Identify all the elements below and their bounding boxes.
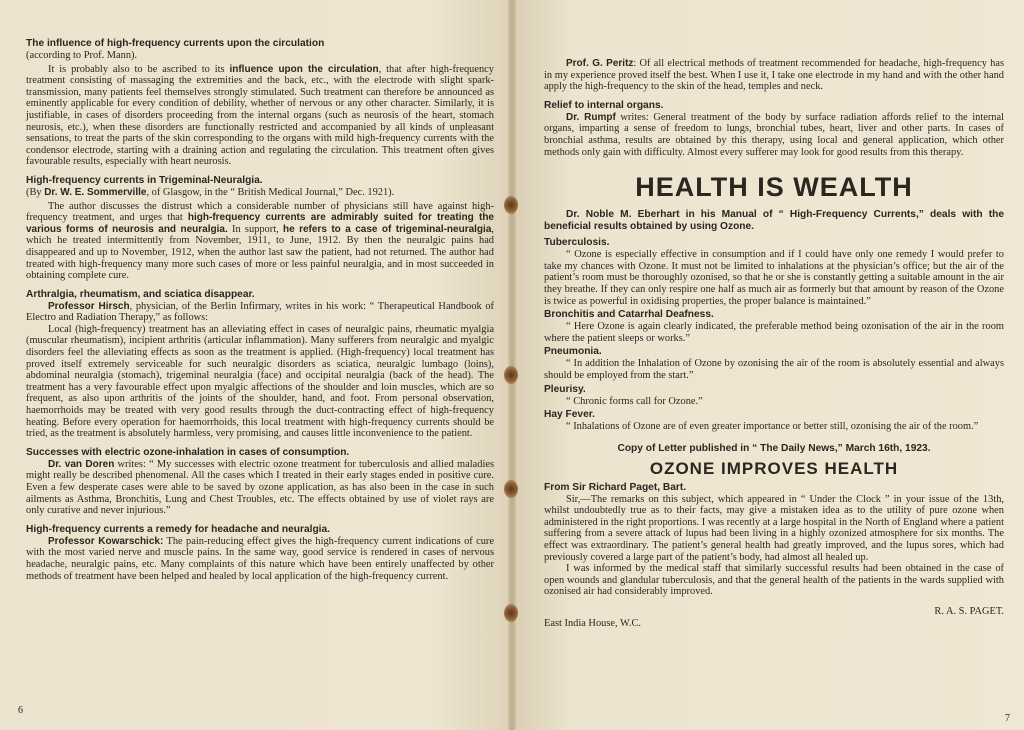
paragraph: “ Here Ozone is again clearly indicated, the preferable method being ozonisation of the air in the room where the patient sleeps or works.” <box>544 321 1004 344</box>
letter-paragraph: I was informed by the medical staff that similarly successful results had been obtained in the case of open wounds and glandular tuberculosis, and that the general health of the patients in the wards supplied with ozonised air had considerably improved. <box>544 563 1004 598</box>
right-page <box>512 0 1024 730</box>
secondary-title: OZONE IMPROVES HEALTH <box>649 458 899 478</box>
address: East India House, W.C. <box>544 618 641 630</box>
section-heading: Arthralgia, rheumatism, and sciatica disappear. <box>26 288 255 300</box>
intro-line: Dr. Noble M. Eberhart in his Manual of “ High-Frequency Currents,” deals with the beneficial results obtained by using Ozone. <box>544 209 1004 233</box>
section-heading: Hay Fever. <box>544 409 595 421</box>
section-heading: Tuberculosis. <box>544 237 610 249</box>
section-heading: Successes with electric ozone-inhalation in cases of consumption. <box>26 446 350 458</box>
signature: R. A. S. PAGET. <box>934 606 1004 618</box>
page-number: 7 <box>1005 713 1010 724</box>
section-heading: High-frequency currents in Trigeminal-Neuralgia. <box>26 174 263 186</box>
from-line: From Sir Richard Paget, Bart. <box>544 481 687 493</box>
signature-block <box>544 606 1004 629</box>
paragraph: Dr. Rumpf writes: General treatment of the body by surface radiation affords relief to the internal organs, imparting a sense of freedom to lungs, bronchial tubes, heart, liver and other parts. In cases of bronchial asthma, results are obtained by this therapy, using local and general application, which other methods only gain with difficulty. Almost every sufferer may look for good results from this therapy. <box>544 111 1004 158</box>
staple-hole <box>504 366 518 384</box>
paragraph: Professor Hirsch, physician, of the Berlin Infirmary, writes in his work: “ Therapeutical Handbook of Electro and Radiation Therapy,” as follows: <box>26 300 494 324</box>
copy-line: Copy of Letter published in “ The Daily News,” March 16th, 1923. <box>617 442 931 454</box>
section-heading: Bronchitis and Catarrhal Deafness. <box>544 309 714 321</box>
page-number: 6 <box>18 705 23 716</box>
staple-hole <box>504 480 518 498</box>
paragraph: It is probably also to be ascribed to its influence upon the circulation, that after high-frequency treatment consisting of massaging the extremities and the back, etc., with the electrode with slight spark-transmission, many patients feel themselves strongly stimulated. Such treatment can therefore be announced as eminently applicable for every condition of debility, whether of nervous or any other character. Similarly, it is justifiable, in cases of disorders proceeding from the internal organs (such as neurosis of the heart, stomach neurosis, etc.), when these disorders are functionally restricted and accompanied by all kinds of unpleasant sensations, to treat the parts of the skin corresponding to the organs with mild high-frequency currents with the condensor electrode, starting with a draining action and regulating the circulation. This treatment often gives favourable results, especially with heart neurosis. <box>26 63 494 168</box>
paragraph: “ Ozone is especially effective in consumption and if I could have only one remedy I would prefer to take my chances with Ozone. It must not be limited to inhalations at the physician’s office; but the air of the patient’s room must be thoroughly ozonised, so that he or she is constantly getting a suitable amount in the air they breathe. If they can only respire one half as much air as formerly but that amount by reason of the Ozone is twice as powerful in oxidising properties, the proper balance is maintained.” <box>544 249 1004 307</box>
staple-hole <box>504 604 518 622</box>
section-heading: Relief to internal organs. <box>544 99 664 111</box>
paragraph: Dr. van Doren writes: “ My successes with electric ozone treatment for tuberculosis and allied maladies might really be described phenomenal. All the cases which I treated in their early stages ended in positive cure. Even a few desperate cases were able to be saved by ozone application, as has also been in the case in such ailments as Asthma, Bronchitis, Lung and Chest Troubles, etc. The effects obtained by use of violet rays are only curative and never injurious.” <box>26 458 494 517</box>
section-subheading: (according to Prof. Mann). <box>26 50 138 61</box>
paragraph: “ Inhalations of Ozone are of even greater importance or better still, ozonising the air of the room.” <box>566 421 979 433</box>
paragraph: The author discusses the distrust which a considerable number of physicians still have against high-frequency treatment, and urges that high-frequency currents are admirably suited for treating the various forms of neurosis and neuralgia. In support, he refers to a case of trigeminal-neuralgia, which he treated intermittently from November, 1911, to June, 1912. By then the neuralgic pains had disappeared and up to November, 1912, when the author last saw the patient, had not returned. The author had treated with high-frequency many more such cases of more or less painful neuralgia, and in most succeeded in obtaining complete cure. <box>26 200 494 282</box>
paragraph: Professor Kowarschick: The pain-reducing effect gives the high-frequency current indications of cure with the most varied nerve and muscle pains. In the same way, good service is rendered in cases of nervous headache, neuralgic pains, etc. Many complaints of this nature which have been entirely unaffected by other methods of treatment have been helped and healed by local application of the high-frequency current. <box>26 535 494 582</box>
section-subheading: (By Dr. W. E. Sommerville, of Glasgow, in the “ British Medical Journal,” Dec. 1921). <box>26 186 395 198</box>
section-heading: Pleurisy. <box>544 383 586 395</box>
paragraph: Local (high-frequency) treatment has an alleviating effect in cases of neuralgic pains, rheumatic myalgia (muscular rheumatism), incipient arthritis (articular inflammation). Many sufferers from neuralgic and myalgic disorders feel the alleviating effects as soon as the treatment is applied. (High-frequency) local treatment has proved itself extremely serviceable for such neuralgic disorders as sciatica, neuralgic lumbago (loins), abdominal neuralgia (stomach), trigeminal neuralgia (face) and occipital neuralgia (back of the head). The treatment has a very favourable effect upon myalgic affections of the shoulder and loin muscles, which are so frequent, as also upon arthritis of the joints of the shoulder, hand, and foot. From personal observation, haemorrhoids may be treated with very good results through the duct-contracting effect of high-frequency heating. Before every operation for haemorrhoids, this local treatment with high-frequency currents should be tried, as the treatment is absolutely harmless, very promising, and causes little inconvenience to the patient. <box>26 323 494 440</box>
section-heading: High-frequency currents a remedy for headache and neuralgia. <box>26 523 331 535</box>
staple-hole <box>504 196 518 214</box>
section-heading: Pneumonia. <box>544 346 602 358</box>
main-title: HEALTH IS WEALTH <box>635 172 913 203</box>
section-heading: The influence of high-frequency currents upon the circulation <box>26 38 325 49</box>
paragraph: “ Chronic forms call for Ozone.” <box>566 395 703 407</box>
letter-paragraph: Sir,—The remarks on this subject, which appeared in “ Under the Clock ” in your issue of the 13th, whilst undoubtedly true as to their facts, may give a mistaken idea as to the utility of pure ozone when administered in the right proportions. I was recently at a large hospital in the North of England where a patient suffering from a severe attack of lupus had been living in a highly ozonized atmosphere for six months. The effect was extraordinary. The patient’s general health had greatly improved, and the lupus sores, which had previously covered a large part of the patient’s body, had almost all healed up. <box>544 493 1004 563</box>
paragraph: Prof. G. Peritz: Of all electrical methods of treatment recommended for headache, high-frequency has in my experience proved itself the best. When I use it, I take one electrode in my hand and with the other hand apply the high-frequency to the skin of the head, temples and neck. <box>544 58 1005 93</box>
paragraph: “ In addition the Inhalation of Ozone by ozonising the air of the room is absolutely essential and always should be employed from the start.” <box>544 358 1004 381</box>
